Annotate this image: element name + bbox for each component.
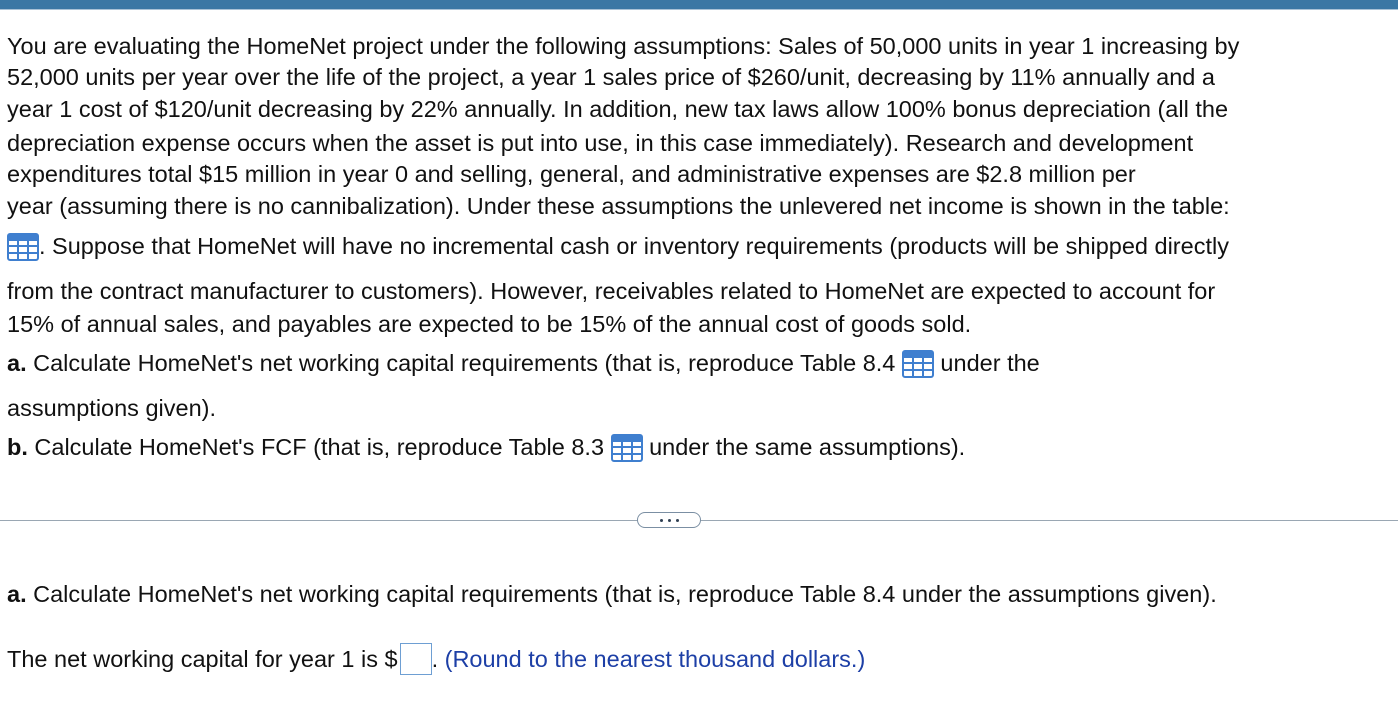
question-line-2: 52,000 units per year over the life of the project, a year 1 sales price of $260/unit, decreasing by 11% annually and a [7,64,1215,90]
part-b-text: Calculate HomeNet's FCF (that is, reproduce Table 8.3 [27,434,611,460]
ellipsis-icon[interactable] [637,512,701,528]
answer-heading-text: Calculate HomeNet's net working capital requirements (that is, reproduce Table 8.4 under the assumptions given). [26,581,1217,607]
dot [668,519,671,522]
question-line-5: expenditures total $15 million in year 0 and selling, general, and administrative expenses are $2.8 million per [7,161,1136,187]
question-line-7 [7,231,1229,261]
question-line-1: You are evaluating the HomeNet project under the following assumptions: Sales of 50,000 units in year 1 increasing by [7,33,1240,59]
answer-prompt [7,643,865,675]
top-accent-bar [0,0,1398,9]
question-line-3: year 1 cost of $120/unit decreasing by 22% annually. In addition, new tax laws allow 100% bonus depreciation (all the [7,96,1229,122]
part-a-text: Calculate HomeNet's net working capital requirements (that is, reproduce Table 8.4 [26,350,902,376]
top-accent-bar-edge [0,9,1398,10]
net-working-capital-input[interactable] [400,643,432,675]
table-8-4-icon[interactable] [902,348,934,378]
rounding-note: (Round to the nearest thousand dollars.) [444,646,866,672]
dot [660,519,663,522]
answer-period: . [431,646,439,672]
part-a-line-2: assumptions given). [7,395,216,421]
question-line-7-text: . Suppose that HomeNet will have no incremental cash or inventory requirements (products will be shipped directly [39,233,1229,259]
table-grid-icon[interactable] [7,231,39,261]
question-line-4: depreciation expense occurs when the asset is put into use, in this case immediately). Research and development [7,130,1194,156]
part-b-question [7,432,965,462]
dot [676,519,679,522]
answer-heading [7,579,1217,609]
question-line-8: from the contract manufacturer to customers). However, receivables related to HomeNet are expected to account for [7,278,1216,304]
part-b-label: b. [7,434,28,460]
question-line-9: 15% of annual sales, and payables are expected to be 15% of the annual cost of goods sold. [7,311,972,337]
part-b-text-after: under the same assumptions). [642,434,966,460]
part-a-question [7,348,1040,378]
answer-heading-label: a. [7,581,27,607]
question-line-6: year (assuming there is no cannibalization). Under these assumptions the unlevered net income is shown in the table: [7,193,1230,219]
part-a-text-after: under the [933,350,1040,376]
part-a-label: a. [7,350,27,376]
table-8-3-icon[interactable] [611,432,643,462]
answer-prompt-text: The net working capital for year 1 is $ [7,646,398,672]
